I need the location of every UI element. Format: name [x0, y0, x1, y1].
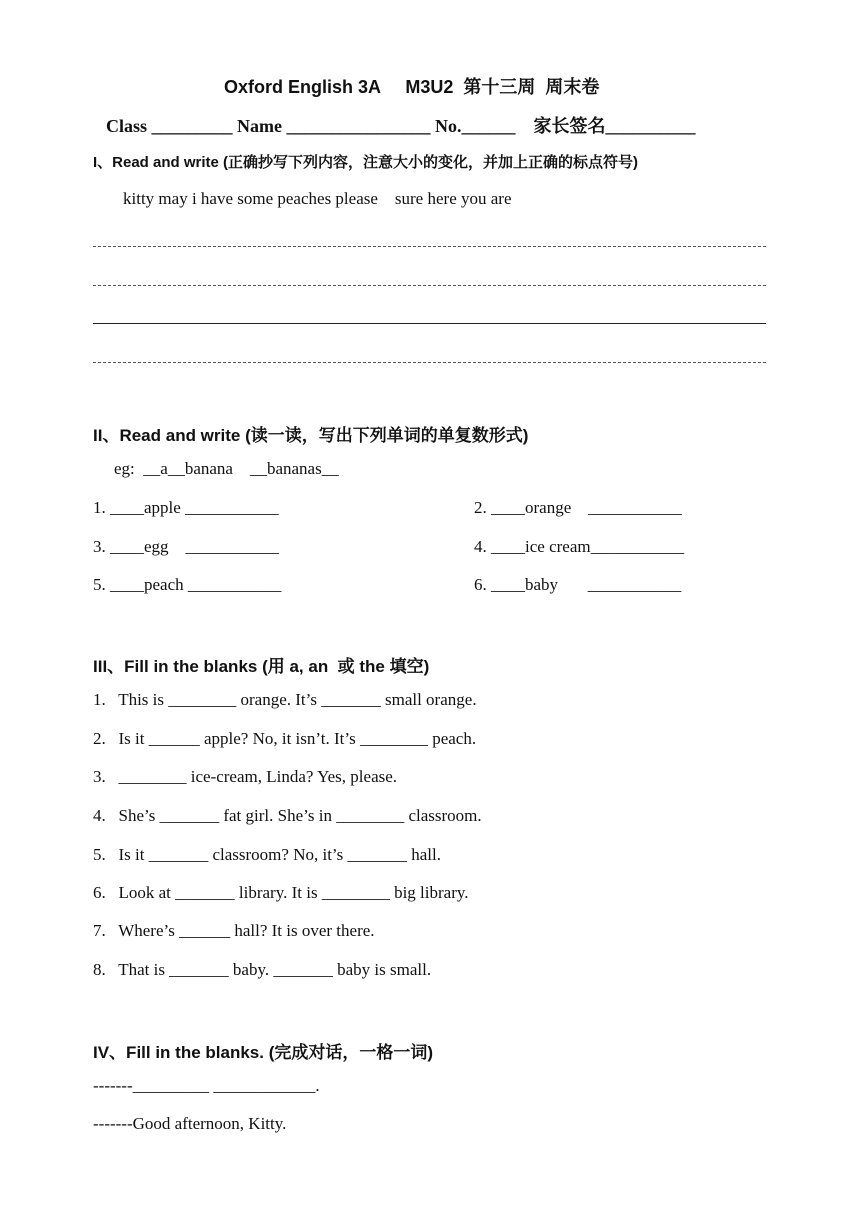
- fill-blank-item-5[interactable]: 5. Is it _______ classroom? No, it’s _______ hall.: [93, 845, 442, 864]
- fill-blank-item-3[interactable]: 3. ________ ice-cream, Linda? Yes, please.: [93, 767, 398, 786]
- section-1-sentence: kitty may i have some peaches please sure here you are: [123, 189, 512, 208]
- dialogue-line-1[interactable]: -------_________ ____________.: [93, 1076, 320, 1095]
- fill-blank-item-6[interactable]: 6. Look at _______ library. It is ________ big library.: [93, 883, 469, 902]
- fill-blank-item-7[interactable]: 7. Where’s ______ hall? It is over there.: [93, 921, 375, 940]
- dialogue-line-2: -------Good afternoon, Kitty.: [93, 1114, 287, 1133]
- section-4-heading: IV、Fill in the blanks. (完成对话，一格一词): [93, 1043, 434, 1062]
- word-form-item-6[interactable]: 6. ____baby ___________: [474, 575, 682, 594]
- word-form-item-5[interactable]: 5. ____peach ___________: [93, 575, 282, 594]
- word-form-item-2[interactable]: 2. ____orange ___________: [474, 498, 682, 517]
- fill-blank-item-8[interactable]: 8. That is _______ baby. _______ baby is small.: [93, 960, 432, 979]
- word-form-item-1[interactable]: 1. ____apple ___________: [93, 498, 279, 517]
- section-2-example: eg: __a__banana __bananas__: [114, 459, 339, 478]
- fill-blank-item-2[interactable]: 2. Is it ______ apple? No, it isn’t. It’s ________ peach.: [93, 729, 477, 748]
- word-form-item-4[interactable]: 4. ____ice cream___________: [474, 537, 685, 556]
- fill-blank-item-1[interactable]: 1. This is ________ orange. It’s _______ small orange.: [93, 690, 477, 709]
- writing-line[interactable]: [93, 362, 766, 363]
- writing-line[interactable]: [93, 285, 766, 286]
- fill-blank-item-4[interactable]: 4. She’s _______ fat girl. She’s in ________ classroom.: [93, 806, 482, 825]
- word-form-item-3[interactable]: 3. ____egg ___________: [93, 537, 280, 556]
- writing-line[interactable]: [93, 323, 766, 324]
- section-2-heading: II、Read and write (读一读，写出下列单词的单复数形式): [93, 426, 529, 445]
- page-title: Oxford English 3A M3U2 第十三周 周末卷: [224, 77, 600, 97]
- student-info-line[interactable]: Class _________ Name ________________ No.______ 家长签名__________: [106, 116, 696, 136]
- section-1-heading: I、Read and write (正确抄写下列内容，注意大小的变化，并加上正确的标点符号): [93, 154, 639, 171]
- writing-line[interactable]: [93, 246, 766, 247]
- section-3-heading: III、Fill in the blanks (用 a, an 或 the 填空): [93, 657, 430, 676]
